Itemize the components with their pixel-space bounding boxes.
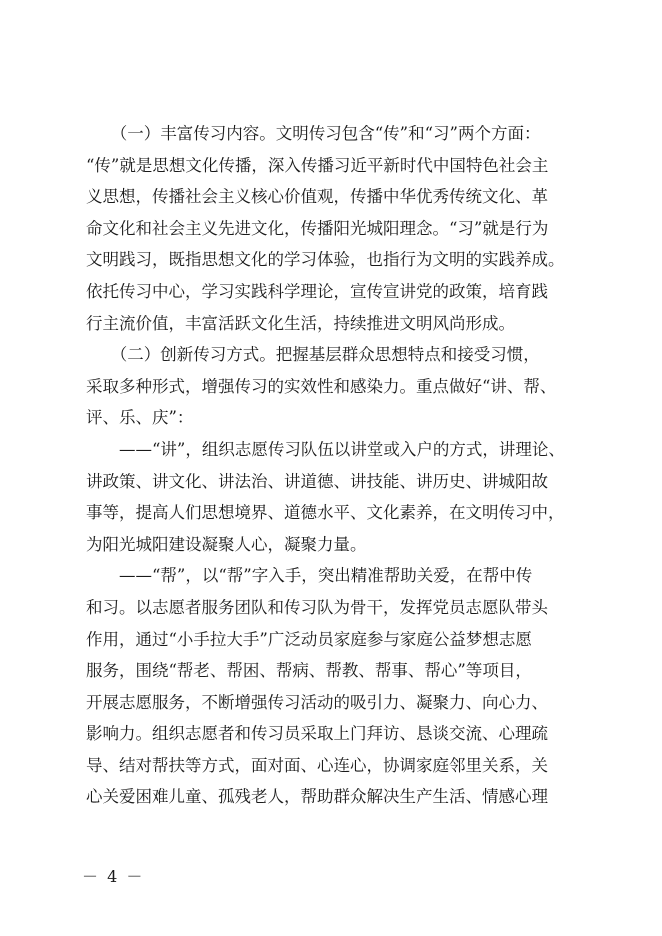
page-number: － 4 － bbox=[82, 867, 145, 886]
text-line: 命文化和社会主义先进文化，传播阳光城阳理念。“习”就是行为 bbox=[86, 218, 549, 238]
document-body bbox=[86, 118, 582, 813]
text-line: 讲政策、讲文化、讲法治、讲道德、讲技能、讲历史、讲城阳故 bbox=[86, 471, 548, 491]
text-line: 为阳光城阳建设凝聚人心，凝聚力量。 bbox=[86, 534, 367, 554]
text-line: 导、结对帮扶等方式，面对面、心连心，协调家庭邻里关系，关 bbox=[86, 755, 548, 775]
text-line: （二）创新传习方式。把握基层群众思想特点和接受习惯， bbox=[86, 345, 540, 365]
paragraph bbox=[86, 118, 582, 339]
text-line: “传”就是思想文化传播，深入传播习近平新时代中国特色社会主 bbox=[86, 155, 549, 175]
paragraph bbox=[86, 434, 582, 560]
text-line: 和习。以志愿者服务团队和传习队为骨干，发挥党员志愿队带头 bbox=[86, 597, 548, 617]
text-line: 作用，通过“小手拉大手”广泛动员家庭参与家庭公益梦想志愿 bbox=[86, 629, 532, 649]
text-line: 文明践习，既指思想文化的学习体验，也指行为文明的实践养成。 bbox=[86, 250, 565, 270]
text-line: 影响力。组织志愿者和传习员采取上门拜访、恳谈交流、心理疏 bbox=[86, 724, 548, 744]
text-line: 义思想，传播社会主义核心价值观，传播中华优秀传统文化、革 bbox=[86, 187, 548, 207]
paragraph bbox=[86, 339, 582, 434]
text-line: 采取多种形式，增强传习的实效性和感染力。重点做好“讲、帮、 bbox=[86, 376, 557, 396]
text-line: 开展志愿服务，不断增强传习活动的吸引力、凝聚力、向心力、 bbox=[86, 692, 548, 712]
text-line: 服务，围绕“帮老、帮困、帮病、帮教、帮事、帮心”等项目， bbox=[86, 661, 532, 681]
text-line: 依托传习中心，学习实践科学理论，宣传宣讲党的政策，培育践 bbox=[86, 281, 548, 301]
text-line: （一）丰富传习内容。文明传习包含“传”和“习”两个方面： bbox=[86, 124, 541, 143]
text-line: 行主流价值，丰富活跃文化生活，持续推进文明风尚形成。 bbox=[86, 313, 515, 333]
paragraph bbox=[86, 560, 582, 813]
text-line: 事等，提高人们思想境界、道德水平、文化素养，在文明传习中， bbox=[86, 503, 565, 523]
text-line: ——“讲”，组织志愿传习队伍以讲堂或入户的方式，讲理论、 bbox=[86, 439, 565, 459]
text-line: 评、乐、庆”： bbox=[86, 408, 194, 428]
text-line: 心关爱困难儿童、孤残老人，帮助群众解决生产生活、情感心理 bbox=[86, 787, 548, 807]
text-line: ——“帮”，以“帮”字入手，突出精准帮助关爱，在帮中传 bbox=[86, 566, 533, 586]
